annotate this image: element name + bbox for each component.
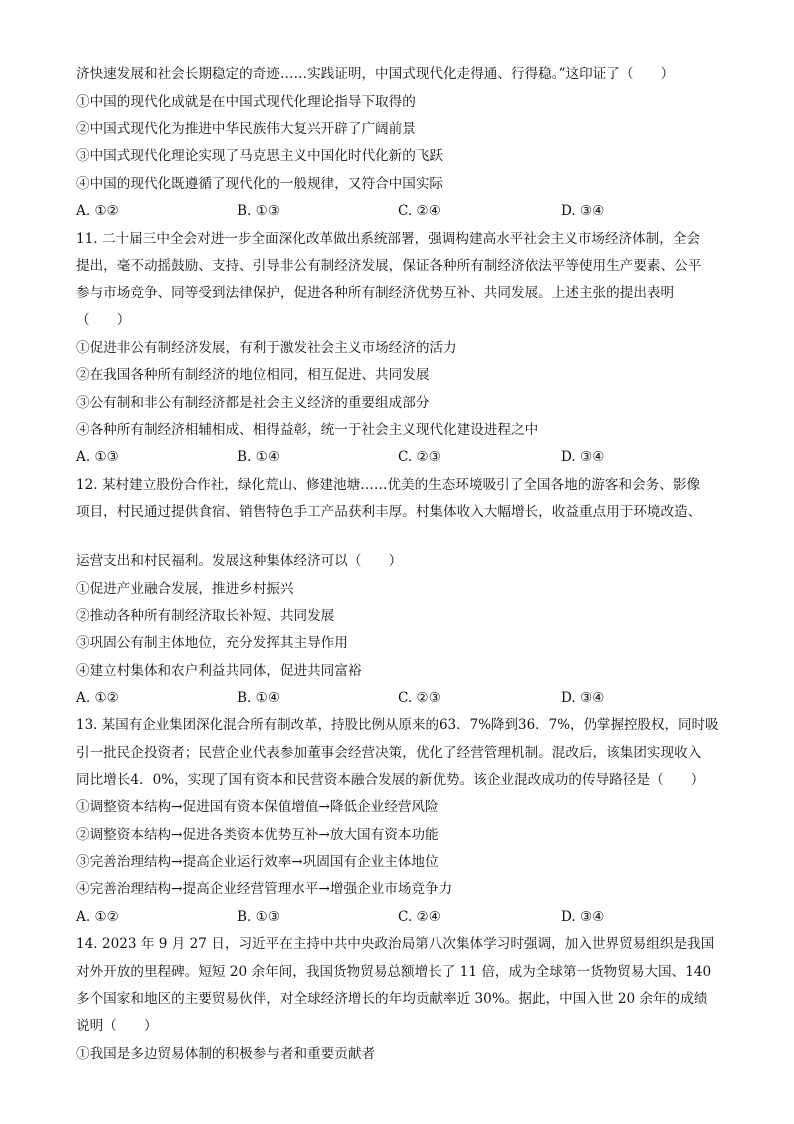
q12-option-a: A. ①②	[76, 690, 119, 706]
q11-stem-line-3: 参与市场竞争、同等受到法律保护，促进各种所有制经济优势互补、共同发展。上述主张的提出表明	[76, 285, 675, 301]
q10-statement-4: ④中国的现代化既遵循了现代化的一般规律，又符合中国实际	[76, 176, 444, 192]
q14-stem-line-2: 对外开放的里程碑。短短 20 余年间，我国货物贸易总额增长了 11 倍，成为全球第一货物贸易大国、140	[76, 964, 712, 980]
q13-option-c: C. ②④	[398, 909, 441, 925]
q12-option-b: B. ①④	[237, 690, 281, 706]
q13-statement-3: ③完善治理结构→提高企业运行效率→巩固国有企业主体地位	[76, 854, 439, 870]
q11-option-d: D. ③④	[561, 449, 605, 465]
q12-option-c: C. ②③	[398, 690, 441, 706]
q10-option-b: B. ①③	[237, 203, 281, 219]
q13-statement-1: ①调整资本结构→促进国有资本保值增值→降低企业经营风险	[76, 799, 439, 815]
q11-statement-4: ④各种所有制经济相辅相成、相得益彰，统一于社会主义现代化建设进程之中	[76, 422, 539, 438]
q10-statement-2: ②中国式现代化为推进中华民族伟大复兴开辟了广阔前景	[76, 121, 416, 137]
q12-statement-4: ④建立村集体和农户利益共同体，促进共同富裕	[76, 663, 362, 679]
q10-statement-1: ①中国的现代化成就是在中国式现代化理论指导下取得的	[76, 94, 416, 110]
q12-stem-line-2: 项目，村民通过提供食宿、销售特色手工产品获利丰厚。村集体收入大幅增长，收益重点用于环境改造、	[76, 504, 702, 520]
q14-stem-line-1: 14. 2023 年 9 月 27 日，习近平在主持中共中央政治局第八次集体学习时强调，加入世界贸易组织是我国	[76, 936, 715, 952]
q10-option-d: D. ③④	[561, 203, 605, 219]
q11-stem-line-4: （ ）	[76, 312, 131, 328]
q12-option-d: D. ③④	[561, 690, 605, 706]
q10-stem-line: 济快速发展和社会长期稳定的奇迹……实践证明，中国式现代化走得通、行得稳。”这印证了（ ）	[76, 66, 675, 82]
q14-stem-line-3: 多个国家和地区的主要贸易伙伴，对全球经济增长的年均贡献率近 30%。据此，中国入世 20 余年的成绩	[76, 991, 708, 1007]
q10-option-c: C. ②④	[398, 203, 441, 219]
q10-option-a: A. ①②	[76, 203, 119, 219]
q11-option-a: A. ①③	[76, 449, 119, 465]
q13-option-b: B. ①③	[237, 909, 281, 925]
q11-statement-3: ③公有制和非公有制经济都是社会主义经济的重要组成部分	[76, 395, 430, 411]
q12-statement-1: ①促进产业融合发展，推进乡村振兴	[76, 581, 294, 597]
q12-statement-3: ③巩固公有制主体地位，充分发挥其主导作用	[76, 635, 348, 651]
q11-stem-line-1: 11. 二十届三中全会对进一步全面深化改革做出系统部署，强调构建高水平社会主义市场经济体制，全会	[76, 231, 701, 247]
q12-statement-2: ②推动各种所有制经济取长补短、共同发展	[76, 608, 335, 624]
q13-statement-4: ④完善治理结构→提高企业经营管理水平→增强企业市场竞争力	[76, 881, 453, 897]
q11-statement-1: ①促进非公有制经济发展，有利于激发社会主义市场经济的活力	[76, 340, 457, 356]
q13-stem-line-3: 同比增长4．0%，实现了国有资本和民营资本融合发展的新优势。该企业混改成功的传导路径是（ ）	[76, 772, 705, 788]
q13-option-a: A. ①②	[76, 909, 119, 925]
q14-stem-line-4: 说明（ ）	[76, 1018, 158, 1034]
q13-stem-line-2: 引一批民企投资者；民营企业代表参加董事会经营决策，优化了经营管理机制。混改后，该集团实现收入	[76, 745, 702, 761]
q13-statement-2: ②调整资本结构→促进各类资本优势互补→放大国有资本功能	[76, 827, 439, 843]
q11-stem-line-2: 提出，毫不动摇鼓励、支持、引导非公有制经济发展，保证各种所有制经济依法平等使用生产要素、公平	[76, 258, 702, 274]
q12-stem-line-1: 12. 某村建立股份合作社，绿化荒山、修建池塘……优美的生态环境吸引了全国各地的游客和会务、影像	[76, 477, 701, 493]
q11-option-c: C. ②③	[398, 449, 441, 465]
q13-option-d: D. ③④	[561, 909, 605, 925]
q10-statement-3: ③中国式现代化理论实现了马克思主义中国化时代化新的飞跃	[76, 148, 444, 164]
q13-stem-line-1: 13. 某国有企业集团深化混合所有制改革，持股比例从原来的63．7%降到36．7%，仍掌握控股权，同时吸	[76, 717, 719, 733]
q11-statement-2: ②在我国各种所有制经济的地位相同，相互促进、共同发展	[76, 367, 430, 383]
q11-option-b: B. ①④	[237, 449, 281, 465]
q12-stem-line-3: 运营支出和村民福利。发展这种集体经济可以（ ）	[76, 553, 403, 569]
q14-statement-1: ①我国是多边贸易体制的积极参与者和重要贡献者	[76, 1046, 376, 1062]
